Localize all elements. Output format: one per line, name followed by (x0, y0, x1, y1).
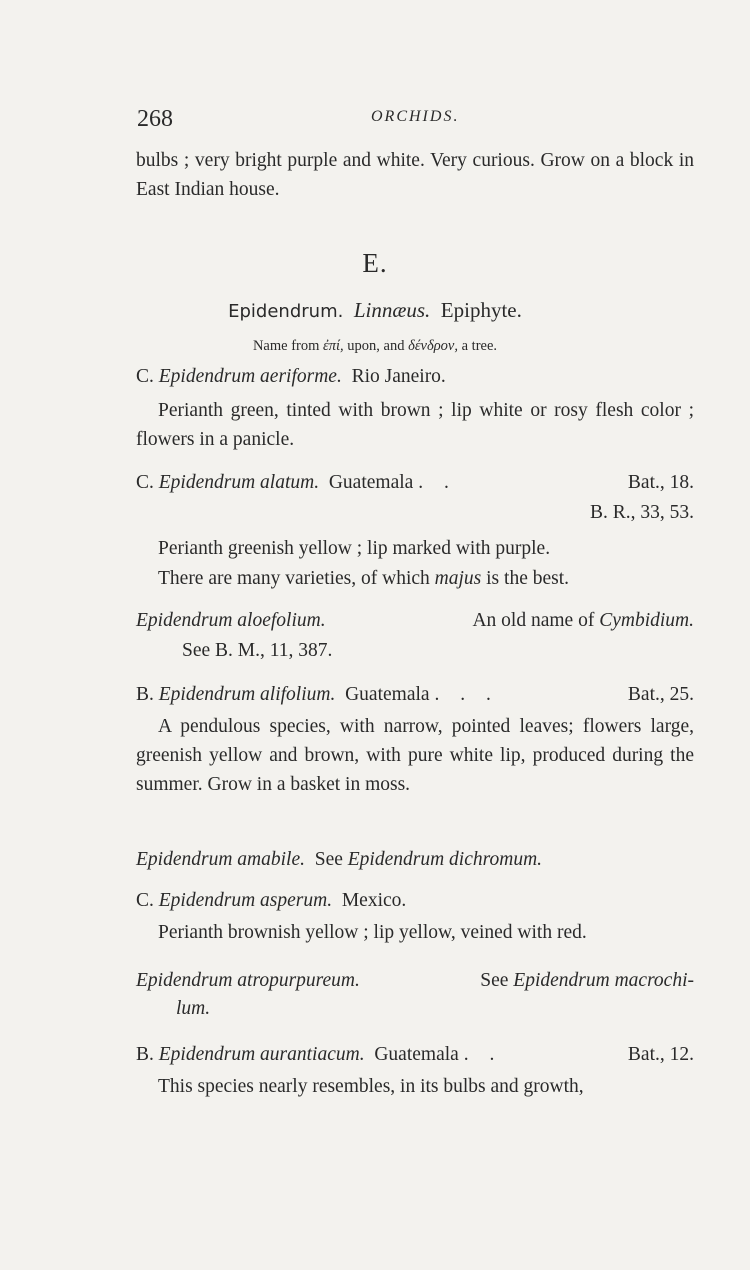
species-reference: Bat., 12. (627, 1044, 694, 1065)
desc-aurantiacum: This species nearly resembles, in its bulbs and growth, (158, 1076, 584, 1097)
genus-name: Epidendrum. (228, 301, 344, 322)
etym-word-epi: ἐπί, (323, 338, 344, 354)
entry-aloefolium (136, 606, 694, 635)
species-name: Epidendrum alifolium. (158, 684, 336, 705)
species-locality: Mexico. (341, 890, 407, 911)
see-species: Epidendrum dichromum. (347, 849, 543, 870)
species-name: Epidendrum asperum. (158, 890, 333, 911)
entry-grade: B. (136, 684, 154, 705)
etymology (0, 338, 750, 355)
species-locality: Guatemala (345, 684, 430, 705)
see-label: See (314, 849, 343, 870)
species-locality: Rio Janeiro. (351, 366, 446, 387)
etym-mid: upon, and (347, 338, 405, 354)
entry-alifolium (136, 680, 694, 709)
see-label: See (480, 970, 509, 991)
species-name: Epidendrum alatum. (158, 472, 320, 493)
etym-pre: Name from (252, 338, 320, 354)
etym-word-dendron: δένδρον, (408, 338, 458, 354)
species-reference: Bat., 25. (627, 684, 694, 705)
etym-post: a tree. (461, 338, 498, 354)
intro-paragraph: bulbs ; very bright purple and white. Very curious. Grow on a block in East Indian house. (136, 150, 694, 200)
desc-text: is the best. (486, 568, 570, 589)
ref-genus: Cymbidium. (599, 610, 694, 631)
species-locality: Guatemala (328, 472, 414, 493)
entry-atropurpureum (136, 966, 694, 995)
entry-aeriforme (136, 362, 694, 391)
entry-asperum (136, 886, 694, 915)
species-name: Epidendrum aurantiacum. (158, 1044, 365, 1065)
see-species-cont (176, 994, 376, 1023)
entry-grade: C. (136, 890, 154, 911)
desc-text: There are many varieties, of which (158, 568, 430, 589)
see-species: Epidendrum macrochi- (513, 970, 694, 991)
species-locality: Guatemala (374, 1044, 459, 1065)
desc-alatum-2 (136, 564, 694, 593)
entry-amabile (136, 845, 694, 874)
desc-asperum: Perianth brownish yellow ; lip yellow, veined with red. (158, 922, 587, 943)
section-letter: E. (362, 248, 388, 278)
species-reference-2: B. R., 33, 53. (589, 502, 694, 523)
desc-alifolium: A pendulous species, with narrow, pointed leaves; flowers large, greenish yellow and brown, with pure white lip, produced during the summer. Grow in a basket in moss. (136, 716, 694, 795)
species-name: Epidendrum atropurpureum. (136, 970, 360, 991)
entry-text: An old name of (472, 610, 595, 631)
species-name: Epidendrum amabile. (136, 849, 305, 870)
page-header (137, 106, 693, 136)
leader-dots: . . . (434, 684, 499, 705)
genus-habit: Epiphyte. (440, 298, 522, 322)
desc-alatum-1: Perianth greenish yellow ; lip marked with purple. (158, 538, 551, 559)
genus-author: Linnæus. (353, 298, 431, 322)
entry-grade: C. (136, 366, 154, 387)
entry-aurantiacum (136, 1040, 694, 1069)
see-aloefolium: See B. M., 11, 387. (182, 640, 333, 661)
leader-dots: . . (418, 472, 457, 493)
running-head: ORCHIDS. (371, 108, 460, 125)
entry-grade: B. (136, 1044, 154, 1065)
see-species-continued: lum. (176, 998, 211, 1019)
entry-grade: C. (136, 472, 154, 493)
genus-heading (0, 298, 750, 323)
species-name: Epidendrum aeriforme. (158, 366, 342, 387)
desc-aeriforme: Perianth green, tinted with brown ; lip white or rosy flesh color ; flowers in a panicle. (136, 400, 694, 450)
species-reference: Bat., 18. (627, 472, 694, 493)
species-name: Epidendrum aloefolium. (136, 610, 326, 631)
leader-dots: . . (463, 1044, 503, 1065)
entry-alatum (136, 468, 694, 497)
variety-name: majus (434, 568, 482, 589)
page-number: 268 (137, 106, 173, 132)
